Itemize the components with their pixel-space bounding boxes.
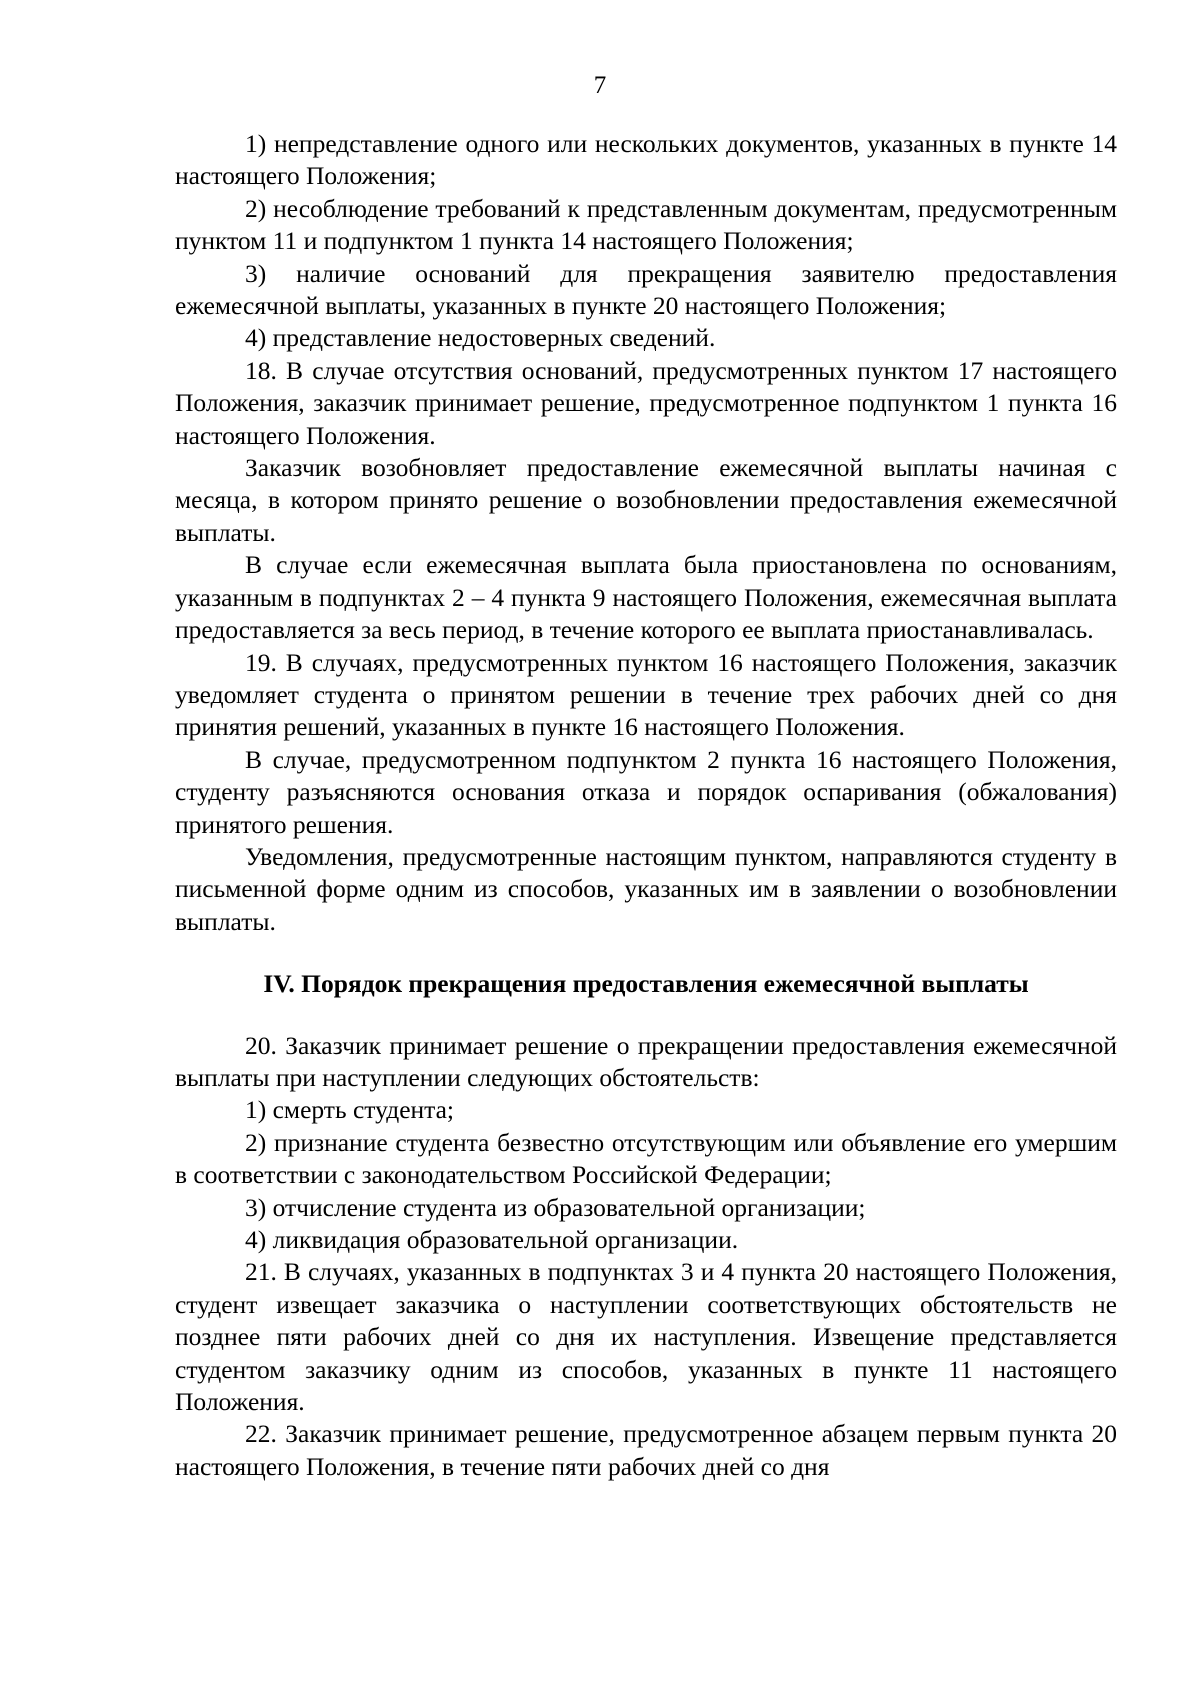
paragraph: 22. Заказчик принимает решение, предусмотренное абзацем первым пункта 20 настоящего Положения, в течение пяти рабочих дней со дня xyxy=(175,1419,1117,1481)
paragraph: Заказчик возобновляет предоставление ежемесячной выплаты начиная с месяца, в котором принято решение о возобновлении предоставления ежемесячной выплаты. xyxy=(175,453,1117,547)
paragraph: В случае, предусмотренном подпунктом 2 пункта 16 настоящего Положения, студенту разъясняются основания отказа и порядок оспаривания (обжалования) принятого решения. xyxy=(175,744,1117,839)
paragraph: 2) признание студента безвестно отсутствующим или объявление его умершим в соответствии с законодательством Российской Федерации; xyxy=(175,1127,1117,1190)
paragraph: 3) наличие оснований для прекращения заявителю предоставления ежемесячной выплаты, указанных в пункте 20 настоящего Положения; xyxy=(175,258,1117,321)
paragraph: 3) отчисление студента из образовательной организации; xyxy=(245,1192,866,1222)
paragraph: 19. В случаях, предусмотренных пунктом 16 настоящего Положения, заказчик уведомляет студента о принятом решении в течение трех рабочих дней со дня принятия решений, указанных в пункте 16 настоящего Положения. xyxy=(175,647,1117,742)
paragraph: 20. Заказчик принимает решение о прекращении предоставления ежемесячной выплаты при наступлении следующих обстоятельств: xyxy=(175,1030,1117,1092)
paragraph: 1) непредставление одного или нескольких документов, указанных в пункте 14 настоящего Положения; xyxy=(175,129,1117,191)
page-number: 7 xyxy=(593,72,607,99)
paragraph: 4) представление недостоверных сведений. xyxy=(245,323,716,353)
paragraph: 2) несоблюдение требований к представленным документам, предусмотренным пунктом 11 и подпунктом 1 пункта 14 настоящего Положения; xyxy=(175,193,1117,256)
document-body xyxy=(175,128,1117,1483)
paragraph: 18. В случае отсутствия оснований, предусмотренных пунктом 17 настоящего Положения, заказчик принимает решение, предусмотренное подпунктом 1 пункта 16 настоящего Положения. xyxy=(175,355,1117,450)
section-heading: IV. Порядок прекращения предоставления ежемесячной выплаты xyxy=(263,969,1029,999)
paragraph: 1) смерть студента; xyxy=(245,1095,455,1125)
paragraph: В случае если ежемесячная выплата была приостановлена по основаниям, указанным в подпунктах 2 – 4 пункта 9 настоящего Положения, ежемесячная выплата предоставляется за весь период, в течение которого ее выплата приостанавливалась. xyxy=(175,550,1117,645)
paragraph: 4) ликвидация образовательной организации. xyxy=(245,1225,739,1254)
paragraph: 21. В случаях, указанных в подпунктах 3 и 4 пункта 20 настоящего Положения, студент извещает заказчика о наступлении соответствующих обстоятельств не позднее пяти рабочих дней со дня их наступления. Извещение представляется студентом заказчику одним из способов, указанных в пункте 11 настоящего Положения. xyxy=(175,1257,1117,1417)
paragraph: Уведомления, предусмотренные настоящим пунктом, направляются студенту в письменной форме одним из способов, указанных им в заявлении о возобновлении выплаты. xyxy=(175,841,1117,936)
